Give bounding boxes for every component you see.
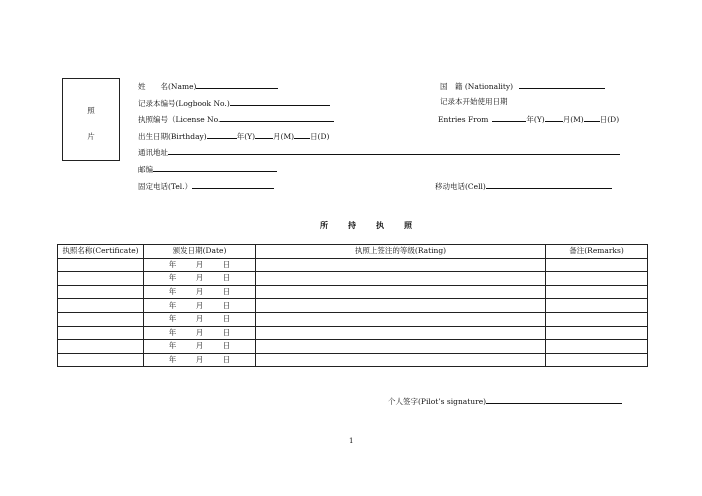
date-part-label: 日 xyxy=(222,300,231,310)
remarks-cell[interactable] xyxy=(546,258,648,272)
date-part-label: 年 xyxy=(168,355,177,365)
nationality-label: 国 籍 (Nationality) xyxy=(440,82,514,91)
entries-year-label: 年(Y) xyxy=(526,115,545,124)
date-part-label: 日 xyxy=(222,259,231,269)
signature-label: 个人签字(Pilot’s signature) xyxy=(388,397,487,406)
rating-cell[interactable] xyxy=(256,312,546,326)
date-part-label: 日 xyxy=(222,327,231,337)
date-part-label: 月 xyxy=(195,314,204,324)
signature-row xyxy=(388,395,622,407)
photo-box xyxy=(62,78,120,161)
name-row xyxy=(138,80,278,92)
date-part-label: 日 xyxy=(222,287,231,297)
certificate-table xyxy=(57,244,648,367)
postcode-row xyxy=(138,163,277,175)
date-part-label: 月 xyxy=(195,355,204,365)
entries-row xyxy=(438,113,619,125)
table-row xyxy=(58,340,648,354)
header-date: 颁发日期(Date) xyxy=(144,245,256,259)
license-row xyxy=(138,113,334,125)
table-row xyxy=(58,326,648,340)
table-row xyxy=(58,312,648,326)
rating-cell[interactable] xyxy=(256,285,546,299)
table-row xyxy=(58,285,648,299)
date-part-label: 年 xyxy=(168,287,177,297)
postcode-label: 邮编 xyxy=(138,165,153,174)
certificate-cell[interactable] xyxy=(58,340,144,354)
remarks-cell[interactable] xyxy=(546,353,648,367)
table-row xyxy=(58,258,648,272)
nationality-row xyxy=(440,80,605,92)
rating-cell[interactable] xyxy=(256,340,546,354)
entries-label: Entries From xyxy=(438,115,489,124)
address-row xyxy=(138,146,620,158)
date-part-label: 月 xyxy=(195,327,204,337)
rating-cell[interactable] xyxy=(256,299,546,313)
date-part-label: 月 xyxy=(195,287,204,297)
remarks-cell[interactable] xyxy=(546,340,648,354)
remarks-cell[interactable] xyxy=(546,326,648,340)
entries-year-field[interactable] xyxy=(492,113,526,122)
logbook-start-label: 记录本开始使用日期 xyxy=(440,97,508,106)
date-cell[interactable] xyxy=(144,353,256,367)
certificate-cell[interactable] xyxy=(58,285,144,299)
birthday-month-field[interactable] xyxy=(255,130,273,139)
rating-cell[interactable] xyxy=(256,272,546,286)
logbook-label: 记录本编号(Logbook No.) xyxy=(138,99,230,108)
table-row xyxy=(58,299,648,313)
birthday-day-label: 日(D) xyxy=(310,132,330,141)
table-row xyxy=(58,353,648,367)
photo-label-1: 照 xyxy=(87,106,95,115)
date-cell[interactable] xyxy=(144,299,256,313)
phone-field[interactable] xyxy=(192,180,274,189)
entries-day-label: 日(D) xyxy=(599,115,620,124)
date-part-label: 月 xyxy=(195,273,204,283)
logbook-field[interactable] xyxy=(230,97,330,106)
birthday-year-label: 年(Y) xyxy=(236,132,256,141)
date-cell[interactable] xyxy=(144,312,256,326)
date-part-label: 年 xyxy=(168,259,177,269)
mobile-row xyxy=(435,180,612,192)
date-cell[interactable] xyxy=(144,258,256,272)
certificate-cell[interactable] xyxy=(58,299,144,313)
remarks-cell[interactable] xyxy=(546,285,648,299)
postcode-field[interactable] xyxy=(153,163,277,172)
date-cell[interactable] xyxy=(144,340,256,354)
mobile-label: 移动电话(Cell) xyxy=(435,182,486,191)
name-label: 姓 名(Name) xyxy=(138,82,197,91)
certificate-cell[interactable] xyxy=(58,353,144,367)
date-part-label: 日 xyxy=(222,355,231,365)
table-header-row xyxy=(58,245,648,259)
birthday-year-field[interactable] xyxy=(207,130,237,139)
remarks-cell[interactable] xyxy=(546,312,648,326)
entries-month-label: 月(M) xyxy=(562,115,584,124)
rating-cell[interactable] xyxy=(256,326,546,340)
date-part-label: 年 xyxy=(168,314,177,324)
date-cell[interactable] xyxy=(144,285,256,299)
certificate-cell[interactable] xyxy=(58,258,144,272)
date-part-label: 月 xyxy=(195,341,204,351)
logbook-row xyxy=(138,97,330,109)
date-cell[interactable] xyxy=(144,326,256,340)
birthday-day-field[interactable] xyxy=(294,130,310,139)
birthday-month-label: 月(M) xyxy=(273,132,295,141)
name-field[interactable] xyxy=(196,80,278,89)
date-part-label: 日 xyxy=(222,314,231,324)
logbook-start-row xyxy=(440,97,508,107)
header-certificate: 执照名称(Certificate) xyxy=(58,245,144,259)
date-part-label: 年 xyxy=(168,341,177,351)
table-body xyxy=(58,258,648,367)
license-label: 执照编号（License No. xyxy=(138,115,221,124)
section-title: 所 持 执 照 xyxy=(320,220,418,230)
birthday-label: 出生日期(Birthday) xyxy=(138,132,207,141)
nationality-field[interactable] xyxy=(519,80,605,89)
certificate-cell[interactable] xyxy=(58,326,144,340)
rating-cell[interactable] xyxy=(256,353,546,367)
remarks-cell[interactable] xyxy=(546,299,648,313)
mobile-field[interactable] xyxy=(486,180,612,189)
date-part-label: 年 xyxy=(168,273,177,283)
entries-month-field[interactable] xyxy=(545,113,563,122)
date-part-label: 年 xyxy=(168,327,177,337)
date-cell[interactable] xyxy=(144,272,256,286)
page-number: 1 xyxy=(349,437,354,445)
date-part-label: 日 xyxy=(222,341,231,351)
table-row xyxy=(58,272,648,286)
photo-label-2: 片 xyxy=(87,132,95,141)
entries-day-field[interactable] xyxy=(584,113,600,122)
address-field[interactable] xyxy=(168,146,620,155)
rating-cell[interactable] xyxy=(256,258,546,272)
certificate-cell[interactable] xyxy=(58,272,144,286)
birthday-row xyxy=(138,130,329,142)
certificate-cell[interactable] xyxy=(58,312,144,326)
date-part-label: 日 xyxy=(222,273,231,283)
date-part-label: 年 xyxy=(168,300,177,310)
address-label: 通讯地址 xyxy=(138,148,168,157)
license-field[interactable] xyxy=(220,113,334,122)
signature-field[interactable] xyxy=(486,395,622,404)
phone-label: 固定电话(Tel.） xyxy=(138,182,193,191)
date-part-label: 月 xyxy=(195,259,204,269)
phone-row xyxy=(138,180,274,192)
date-part-label: 月 xyxy=(195,300,204,310)
header-rating: 执照上签注的等级(Rating) xyxy=(256,245,546,259)
remarks-cell[interactable] xyxy=(546,272,648,286)
header-remarks: 备注(Remarks) xyxy=(546,245,648,259)
